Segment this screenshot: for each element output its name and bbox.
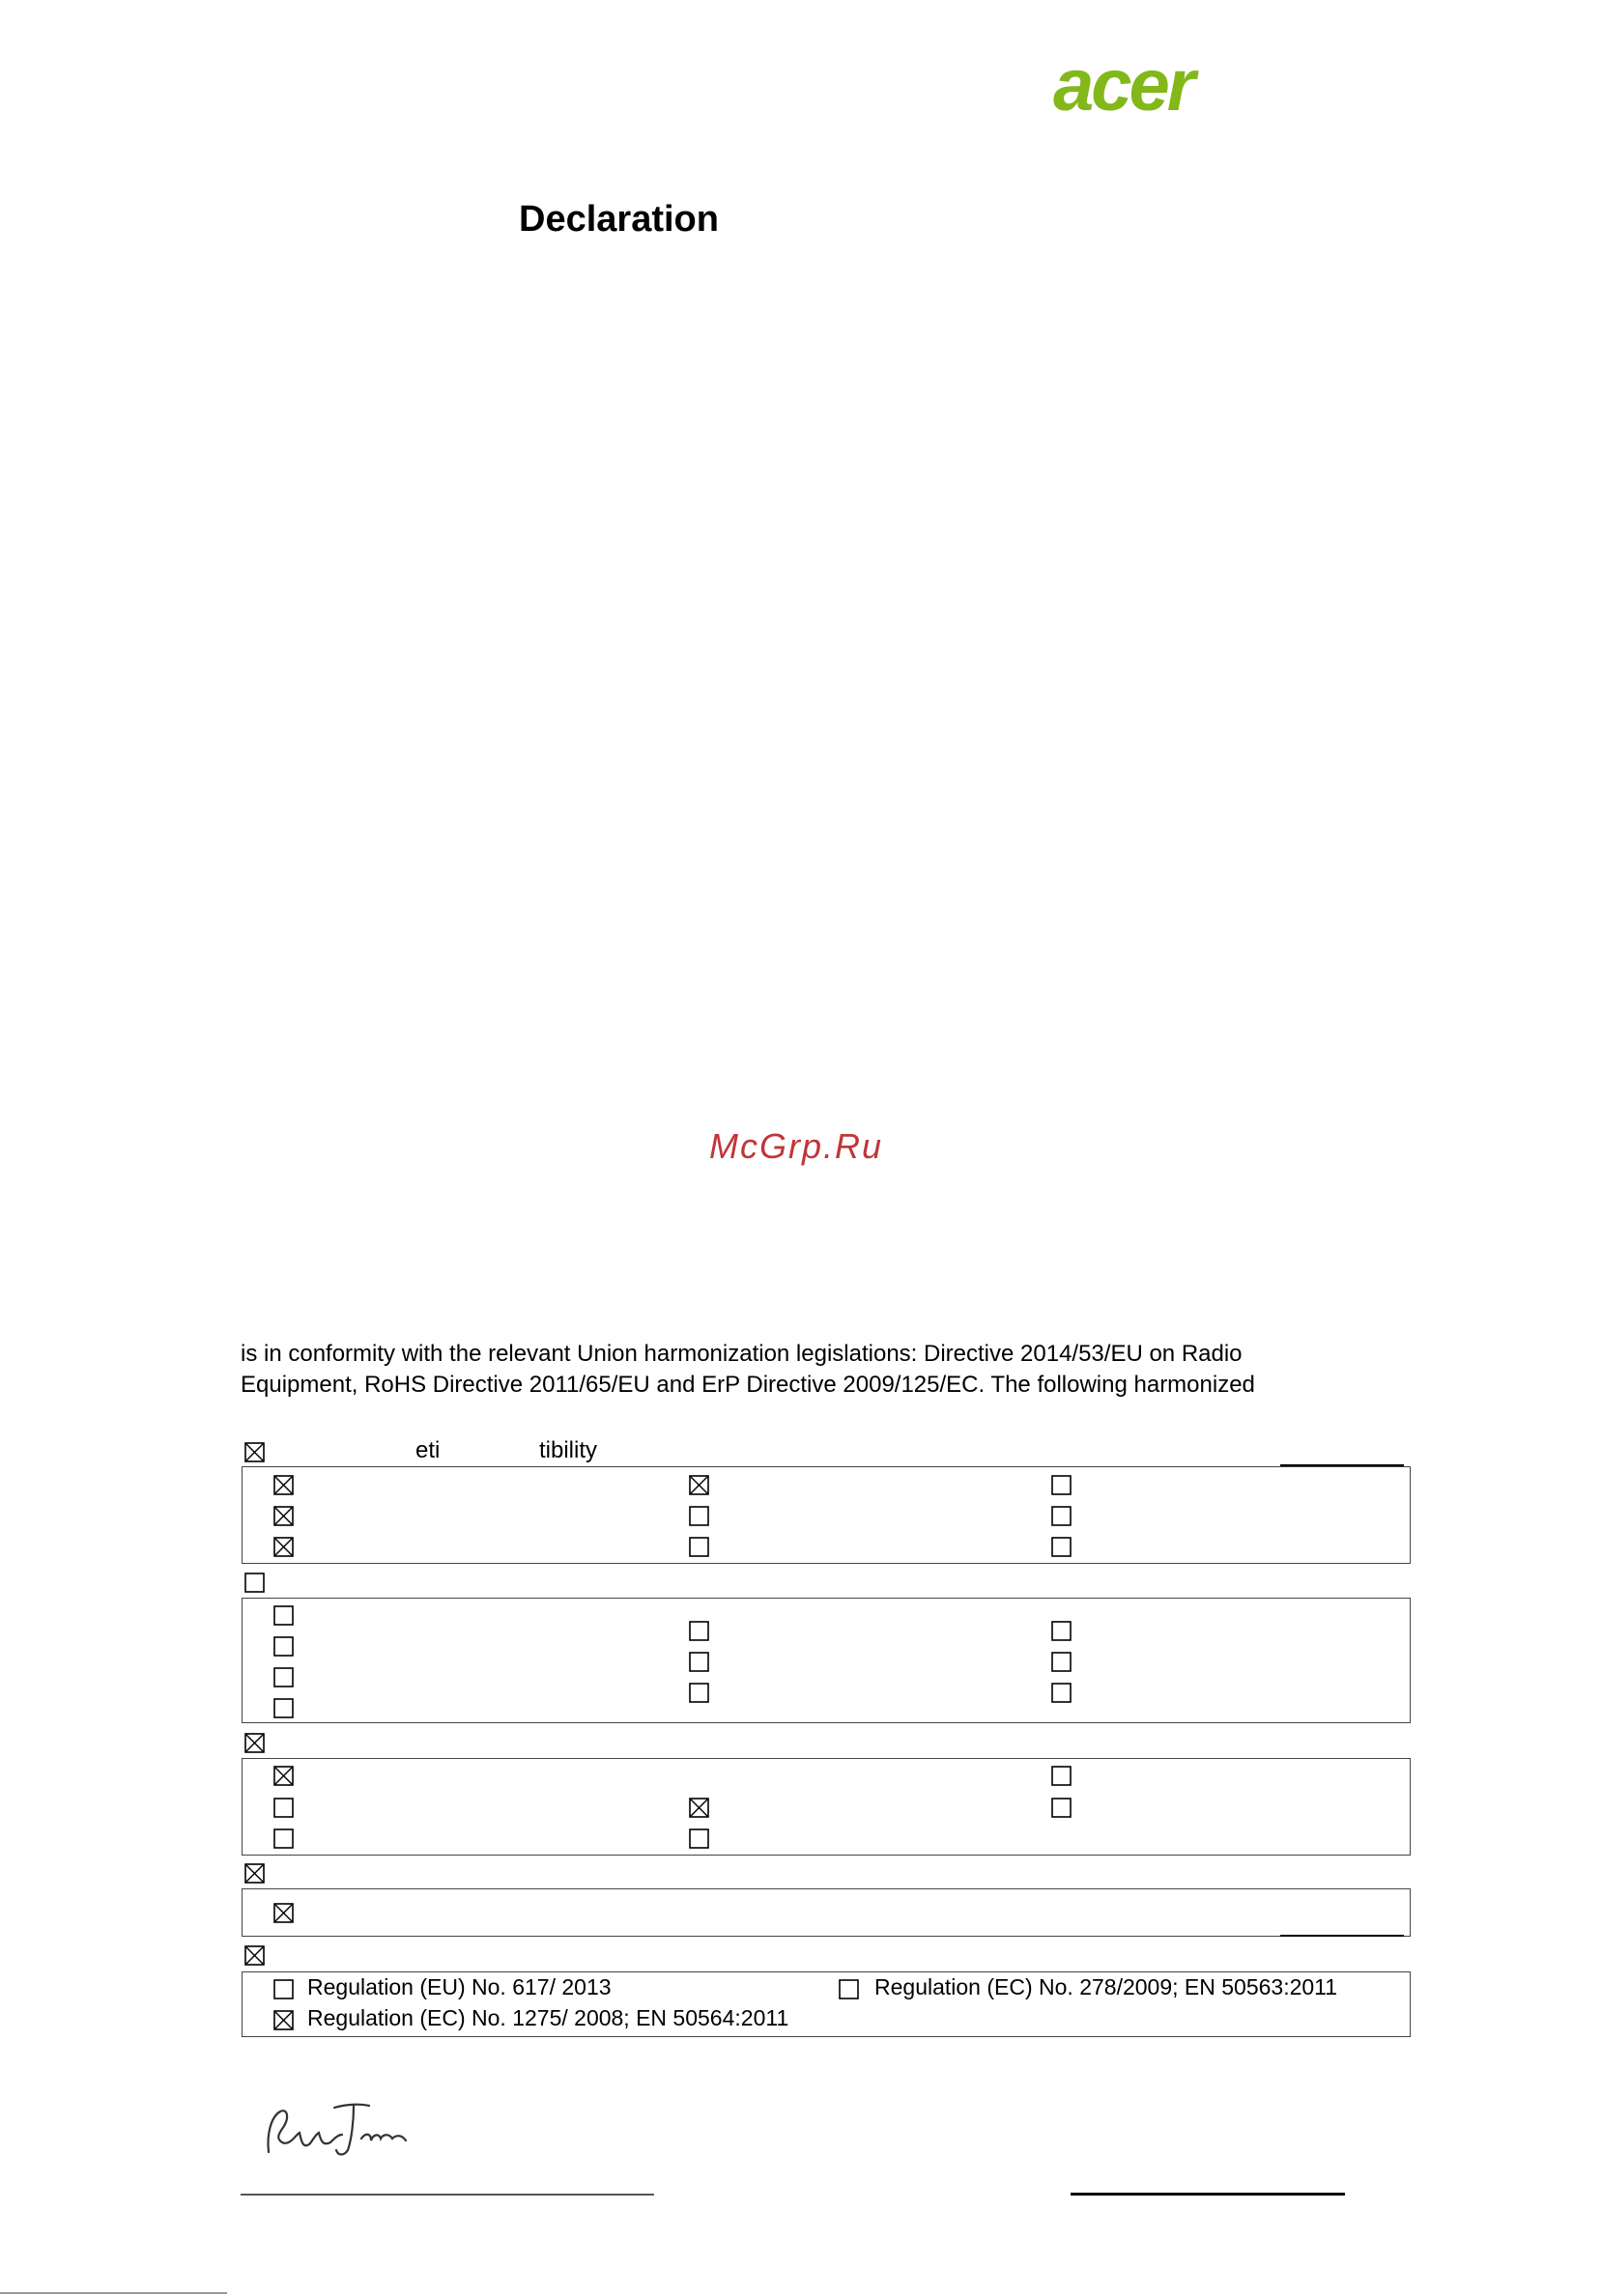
section-4-checkbox[interactable]	[244, 1863, 265, 1884]
emc-checkbox-r2c1[interactable]	[273, 1506, 294, 1526]
sec2-checkbox-c1-3[interactable]	[273, 1667, 294, 1687]
emc-checkbox-r3c3[interactable]	[1051, 1537, 1072, 1557]
section-3-checkbox[interactable]	[244, 1733, 265, 1753]
section-emc-label-fragment-2: tibility	[539, 1437, 598, 1463]
sec2-checkbox-c3-2[interactable]	[1051, 1652, 1072, 1672]
acer-logo	[1053, 54, 1266, 124]
section-2-checkbox[interactable]	[244, 1573, 265, 1593]
emc-checkbox-r1c2[interactable]	[689, 1475, 709, 1495]
sec3-checkbox-r3c1[interactable]	[273, 1828, 294, 1849]
page-title: Declaration	[519, 199, 719, 240]
sec3-checkbox-r2c2[interactable]	[689, 1798, 709, 1818]
section-erp-checkbox[interactable]	[244, 1945, 265, 1966]
erp-regulation-1275-label: Regulation (EC) No. 1275/ 2008; EN 50564:2011	[307, 2005, 789, 2030]
emc-checkbox-r2c3[interactable]	[1051, 1506, 1072, 1526]
section-2-box	[242, 1598, 1411, 1723]
signature-line-right	[1071, 2193, 1345, 2196]
sec3-checkbox-r3c2[interactable]	[689, 1828, 709, 1849]
sec2-checkbox-c3-1[interactable]	[1051, 1621, 1072, 1641]
sec2-checkbox-c1-4[interactable]	[273, 1698, 294, 1718]
signature-image	[261, 2096, 435, 2173]
sec3-checkbox-r2c3[interactable]	[1051, 1798, 1072, 1818]
emc-checkbox-r3c1[interactable]	[273, 1537, 294, 1557]
sec3-checkbox-r1c1[interactable]	[273, 1766, 294, 1786]
erp-regulation-617-label: Regulation (EU) No. 617/ 2013	[307, 1974, 612, 1999]
sec2-checkbox-c2-2[interactable]	[689, 1652, 709, 1672]
sec3-checkbox-r1c3[interactable]	[1051, 1766, 1072, 1786]
sec2-checkbox-c2-3[interactable]	[689, 1683, 709, 1703]
sec3-checkbox-r2c1[interactable]	[273, 1798, 294, 1818]
erp-regulation-1275-checkbox[interactable]	[273, 2010, 294, 2030]
emc-checkbox-r2c2[interactable]	[689, 1506, 709, 1526]
erp-regulation-278-checkbox[interactable]	[839, 1979, 859, 1999]
sec4-checkbox-1[interactable]	[273, 1903, 294, 1923]
emc-checkbox-r3c2[interactable]	[689, 1537, 709, 1557]
watermark: McGrp.Ru	[709, 1126, 884, 1166]
section-emc-checkbox[interactable]	[244, 1442, 265, 1462]
section-emc-box	[242, 1466, 1411, 1564]
conformity-line-1: is in conformity with the relevant Union harmonization legislations: Directive 2014/53/EU on Radio	[241, 1341, 1243, 1367]
erp-regulation-278-label: Regulation (EC) No. 278/2009; EN 50563:2011	[874, 1974, 1338, 1999]
bottom-edge-rule	[0, 2292, 227, 2294]
sec2-checkbox-c3-3[interactable]	[1051, 1683, 1072, 1703]
svg-text:acer: acer	[1053, 54, 1193, 124]
sec2-checkbox-c1-1[interactable]	[273, 1605, 294, 1626]
section-3-box	[242, 1758, 1411, 1856]
erp-regulation-617-checkbox[interactable]	[273, 1979, 294, 1999]
section-emc-label-fragment-1: eti	[415, 1437, 441, 1463]
signature-line-left	[241, 2194, 654, 2196]
sec2-checkbox-c1-2[interactable]	[273, 1636, 294, 1657]
underline-rule-2	[1280, 1935, 1404, 1937]
conformity-line-2: Equipment, RoHS Directive 2011/65/EU and ErP Directive 2009/125/EC. The following harmonized	[241, 1372, 1255, 1398]
emc-checkbox-r1c3[interactable]	[1051, 1475, 1072, 1495]
sec2-checkbox-c2-1[interactable]	[689, 1621, 709, 1641]
section-4-box	[242, 1888, 1411, 1937]
emc-checkbox-r1c1[interactable]	[273, 1475, 294, 1495]
